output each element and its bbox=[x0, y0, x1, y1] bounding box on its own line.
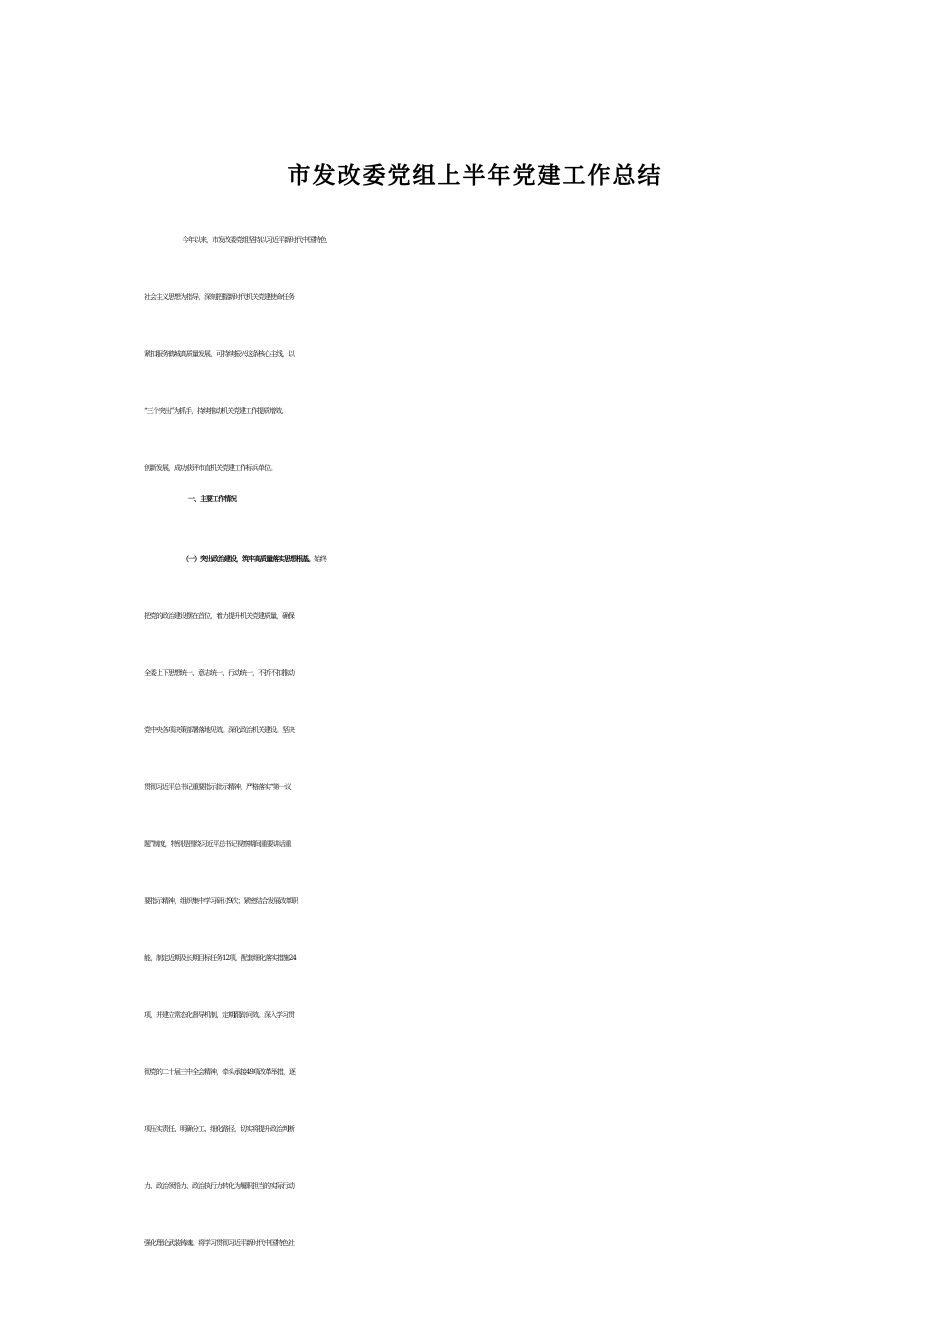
body-line: 把党的政治建设摆在首位，着力提升机关党建质量，确保 bbox=[144, 612, 294, 620]
body-line: 能，制定近期及长期目标任务12项，配套细化落实措施24 bbox=[144, 954, 296, 962]
body-line: 力、政治领悟力、政治执行力转化为履职担当的实际行动 bbox=[144, 1182, 294, 1190]
body-line: 要指示精神，组织集中学习研讨9次；紧密结合发展改革职 bbox=[144, 897, 298, 905]
intro-line: 社会主义思想为指导，深刻把握新时代机关党建使命任务 bbox=[144, 293, 294, 301]
subsection-lead-tail: 始终 bbox=[314, 555, 326, 563]
body-line: 全委上下思想统一、意志统一、行动统一，不折不扣推动 bbox=[144, 669, 294, 677]
intro-line: 紧扣服务鹤城高质量发展、可持续振兴这条核心主线，以 bbox=[144, 350, 294, 358]
document-title: 市发改委党组上半年党建工作总结 bbox=[287, 162, 663, 189]
intro-line: “三个突出”为抓手，持续推动机关党建工作提质增效、 bbox=[144, 407, 288, 415]
body-line: 题”制度，特别是围绕习近平总书记视察期间重要讲话重 bbox=[144, 840, 291, 848]
body-line: 党中央各项决策部署落地见效。深化政治机关建设。坚决 bbox=[144, 726, 294, 734]
section-heading: 一、主要工作情况 bbox=[188, 494, 236, 503]
body-line: 彻党的二十届三中全会精神，牵头承接49项改革举措，逐 bbox=[144, 1068, 295, 1076]
body-line: 项，并建立常态化督导机制，定期跟踪问效。深入学习贯 bbox=[144, 1011, 294, 1019]
body-line: 强化理论武装铸魂。将学习贯彻习近平新时代中国特色社 bbox=[144, 1239, 294, 1247]
subsection-first-line bbox=[182, 543, 815, 575]
body-line: 项压实责任、明确分工、细化路径，切实将提升政治判断 bbox=[144, 1125, 294, 1133]
intro-line: 今年以来，市发改委党组坚持以习近平新时代中国特色 bbox=[182, 236, 326, 244]
intro-line: 创新发展，成功获评市直机关党建工作标兵单位。 bbox=[144, 464, 276, 472]
subsection-heading: （一）突出政治建设，筑牢高质量落实思想根基。 bbox=[182, 554, 314, 563]
body-line: 贯彻习近平总书记重要指示批示精神，严格落实“第一议 bbox=[144, 783, 291, 791]
